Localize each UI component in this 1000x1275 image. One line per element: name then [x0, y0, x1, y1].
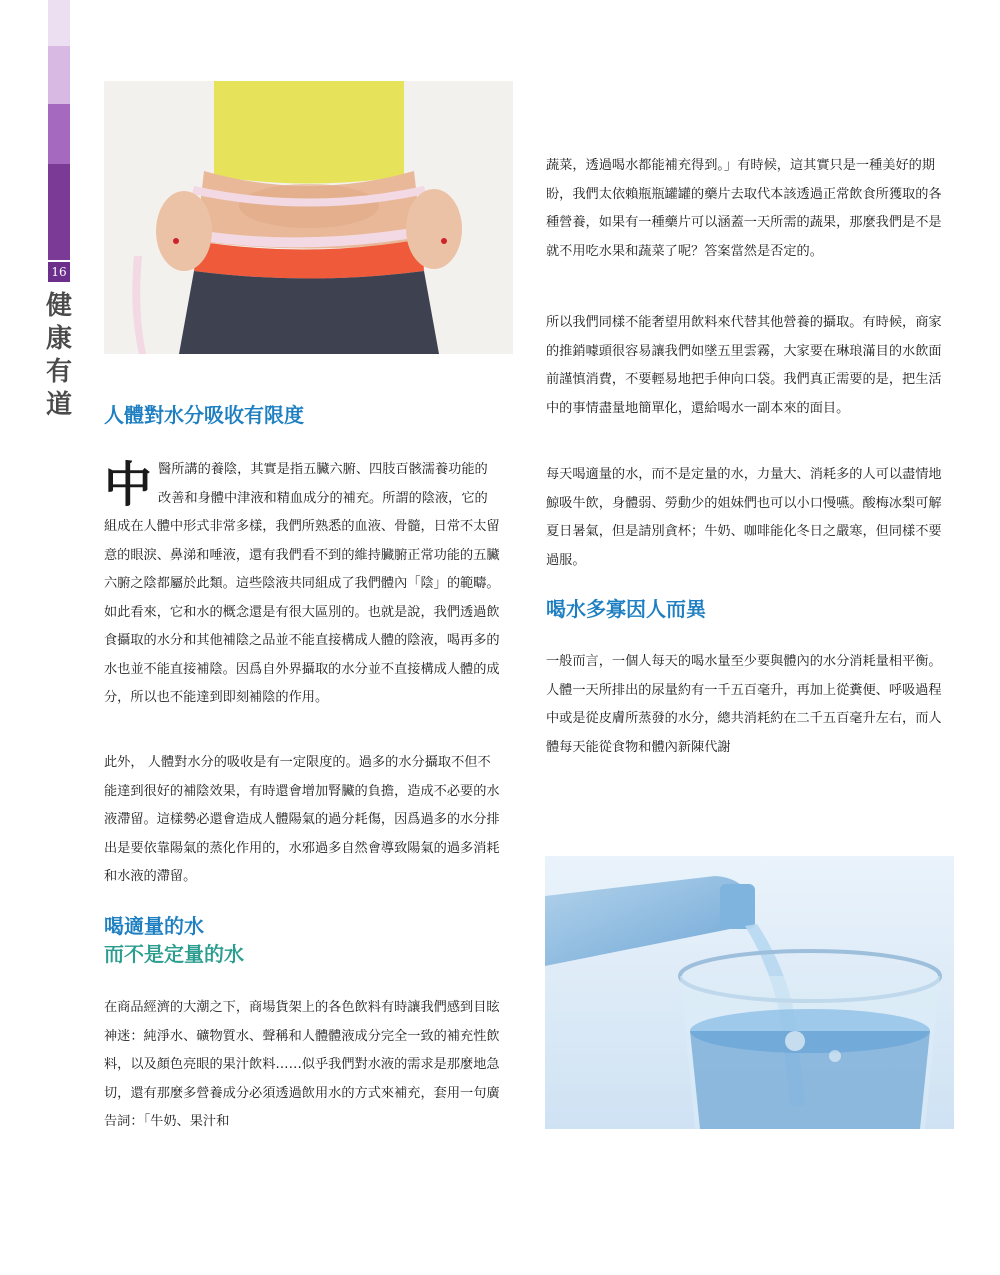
body-paragraph: 在商品經濟的大潮之下，商場貨架上的各色飲料有時讓我們感到目眩神迷：純淨水、礦物質水、聲稱和人體體液成分完全一致的補充性飲料，以及顏色亮眼的果汁飲料……似乎我們對水液的需求是那麼地急切，還有那麼多營養成分必須透過飲用水的方式來補充，套用一句廣告詞：「牛奶、果汁和: [104, 1000, 500, 1129]
side-bar-segment: [48, 164, 70, 260]
section-heading: 喝適量的水: [104, 914, 204, 938]
side-bar-segment: [48, 0, 70, 46]
section-heading: 人體對水分吸收有限度: [104, 403, 304, 427]
drop-cap: 中: [104, 457, 153, 513]
body-paragraph: 一般而言，一個人每天的喝水量至少要與體內的水分消耗量相平衡。人體一天所排出的尿量約有一千五百毫升，再加上從糞便、呼吸過程中或是從皮膚所蒸發的水分，總共消耗約在二千五百毫升左右，而人體每天能從食物和體內新陳代謝: [546, 654, 942, 755]
body-paragraph: 每天喝適量的水，而不是定量的水，力量大、消耗多的人可以盡情地鯨吸牛飲，身體弱、勞動少的姐妹們也可以小口慢嚥。酸梅冰梨可解夏日暑氣，但是請別貪杯；牛奶、咖啡能化冬日之嚴寒，但同樣不要過服。: [546, 467, 942, 568]
paragraph-text: 醫所講的養陰，其實是指五臟六腑、四肢百骸濡養功能的改善和身體中津液和精血成分的補充。所謂的陰液，它的組成在人體中形式非常多樣，我們所熟悉的血液、骨髓，日常不太留意的眼淚、鼻涕和唾液，還有我們看不到的維持臟腑正常功能的五臟六腑之陰都屬於此類。這些陰液共同組成了我們體內「陰」的範疇。如此看來，它和水的概念還是有很大區別的。也就是說，我們透過飲食攝取的水分和其他補陰之品並不能直接構成人體的陰液，喝再多的水也並不能直接補陰。因爲自外界攝取的水分並不直接構成人體的成分，所以也不能達到即刻補陰的作用。: [104, 462, 500, 705]
section-tag-char: 道: [45, 390, 72, 420]
body-paragraph: 所以我們同樣不能奢望用飲料來代替其他營養的攝取。有時候，商家的推銷噱頭很容易讓我們如墜五里雲霧，大家要在琳琅滿目的水飲面前謹慎消費，不要輕易地把手伸向口袋。我們真正需要的是，把生活中的事情盡量地簡單化，還給喝水一副本來的面目。: [546, 315, 942, 416]
pouring-water-photo: [545, 856, 954, 1129]
body-paragraph: [104, 456, 500, 713]
side-color-bar: [48, 0, 70, 260]
section-tag-char: 有: [45, 357, 72, 387]
section-heading: 喝水多寡因人而異: [546, 597, 706, 621]
page-number: 16: [48, 262, 70, 282]
side-bar-segment: [48, 104, 70, 164]
waist-measure-photo: [104, 81, 513, 354]
body-paragraph: 蔬菜，透過喝水都能補充得到。」有時候，這其實只是一種美好的期盼，我們太依賴瓶瓶罐罐的藥片去取代本該透過正常飲食所獲取的各種營養，如果有一種藥片可以涵蓋一天所需的蔬果，那麼我們是不是就不用吃水果和蔬菜了呢？答案當然是否定的。: [546, 158, 942, 259]
body-paragraph: 此外， 人體對水分的吸收是有一定限度的。過多的水分攝取不但不能達到很好的補陰效果，有時還會增加腎臟的負擔，造成不必要的水液滯留。這樣勢必還會造成人體陽氣的過分耗傷，因爲過多的水分排出是要依靠陽氣的蒸化作用的，水邪過多自然會導致陽氣的過多消耗和水液的滯留。: [104, 755, 500, 884]
section-tag-char: 康: [45, 324, 72, 354]
section-subheading: 而不是定量的水: [104, 942, 244, 966]
side-bar-segment: [48, 46, 70, 104]
section-tag-char: 健: [45, 291, 72, 321]
section-tag: [44, 290, 74, 422]
